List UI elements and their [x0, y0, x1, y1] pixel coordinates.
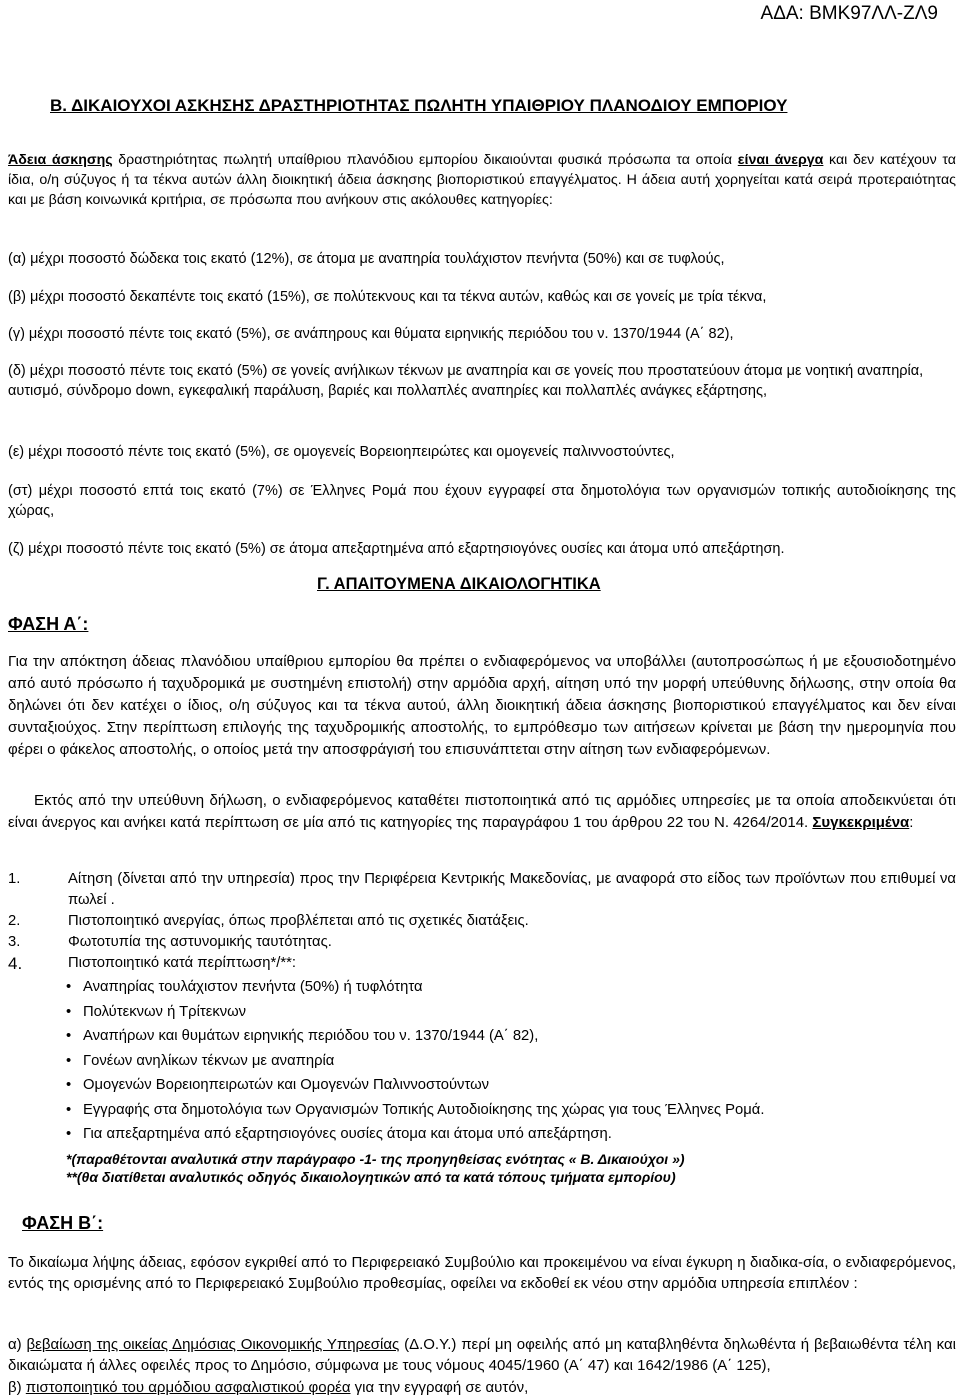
phase-a-para2-emph: Συγκεκριμένα — [812, 814, 910, 831]
intro-underlined: Άδεια άσκησης — [8, 152, 113, 168]
list-item — [8, 869, 956, 911]
category-c: (γ) μέχρι ποσοστό πέντε τοις εκατό (5%), σε ανάπηρους και θύματα ειρηνικής περιόδου του ν. 1370/1944 (Α΄ 82), — [8, 326, 734, 342]
footnote-1: *(παραθέτονται αναλυτικά στην παράγραφο -1- της προηγηθείσας ενότητας « Β. Δικαιούχοι ») — [66, 1151, 685, 1167]
category-a: (α) μέχρι ποσοστό δώδεκα τοις εκατό (12%), σε άτομα με αναπηρία τουλάχιστον πενήντα (50%) και σε τυφλούς, — [8, 251, 725, 267]
ada-code: ΑΔΑ: ΒΜΚ97ΛΛ-ΖΛ9 — [760, 3, 938, 24]
phase-b-item-a — [8, 1334, 956, 1376]
list-item — [8, 953, 956, 974]
footnote-2: **(θα διατίθεται αναλυτικός οδηγός δικαιολογητικών από τα κατά τόπους τμήματα εμπορίου) — [66, 1169, 676, 1185]
item-text: Πιστοποιητικό ανεργίας, όπως προβλέπεται από τις σχετικές διατάξεις. — [68, 913, 529, 929]
intro-text-b: και δεν κατέχουν τα ίδια, ο/η σύζυγος ή τα τέκνα αυτών άλλη διοικητική άδεια άσκησης βιοποριστικού επαγγέλματος. — [8, 152, 956, 188]
list-item — [8, 932, 956, 953]
intro-text-c: Η άδεια αυτή χορηγείται κατά σειρά προτεραιότητας και με βάση κοινωνικά κριτήρια, σε πρόσωπα που ανήκουν στις ακόλουθες κατηγορίες: — [8, 172, 956, 208]
list-item: • Πολύτεκνων ή Τρίτεκνων — [66, 1000, 946, 1025]
eligibility-intro — [8, 150, 956, 210]
category-e: (ε) μέχρι ποσοστό πέντε τοις εκατό (5%), σε ομογενείς Βορειοηπειρώτες και ομογενείς παλιννοστούντες, — [8, 444, 675, 460]
item-b-underlined: πιστοποιητικό του αρμόδιου ασφαλιστικού φορέα — [25, 1379, 351, 1396]
list-item: • Αναπηρίας τουλάχιστον πενήντα (50%) ή τυφλότητα — [66, 975, 946, 1000]
phase-a-para2-text: Εκτός από την υπεύθυνη δήλωση, ο ενδιαφερόμενος καταθέτει πιστοποιητικά από τις αρμόδιες υπηρεσίες με τα οποία αποδεικνύεται ότι είναι άνεργος και ανήκει κατά περίπτωση σε μία από τις κατηγορίες της παραγράφου 1 του άρθρου 22 του Ν. 4264/2014. — [8, 792, 956, 831]
item-a-rest: (Δ.Ο.Υ.) περί μη οφειλής από μη καταβληθέντα δηλωθέντα ή βεβαιωθέντα τέλη και δικαιώματα ή άλλες οφειλές προς το Δημόσιο, σύμφωνα με τους νόμους 4045/1960 (Α΄ 47) και 1642/1986 (Α΄ 125), — [8, 1336, 956, 1374]
category-d: (δ) μέχρι ποσοστό πέντε τοις εκατό (5%) σε γονείς ανήλικων τέκνων με αναπηρία και σε γονείς που προστατεύουν άτομα με νοητική αναπηρία, αυτισμό, σύνδρομο down, εγκεφαλική παράλυση, βαριές και πολλαπλές αναπηρίες και πολλαπλές ανάγκες εξάρτησης, — [8, 363, 924, 399]
item-b-rest: για την εγγραφή σε αυτόν, — [350, 1379, 529, 1396]
item-text: Αίτηση (δίνεται από την υπηρεσία) προς την Περιφέρεια Κεντρικής Μακεδονίας, με αναφορά στο είδος των προϊόντων που επιθυμεί να πωλεί . — [68, 871, 956, 908]
intro-bold: είναι άνεργα — [737, 152, 824, 168]
list-item: • Για απεξαρτημένα από εξαρτησιογόνες ουσίες άτομα και άτομα υπό απεξάρτηση. — [66, 1122, 946, 1147]
phase-b-title: ΦΑΣΗ Β΄: — [22, 1213, 104, 1233]
category-b: (β) μέχρι ποσοστό δεκαπέντε τοις εκατό (15%), σε πολύτεκνους και τα τέκνα αυτών, καθώς και σε γονείς με τρία τέκνα, — [8, 289, 767, 305]
list-item — [8, 911, 956, 932]
phase-a-para1: Για την απόκτηση άδειας πλανόδιου υπαίθριου εμπορίου θα πρέπει ο ενδιαφερόμενος να υποβάλλει (αυτοπροσώπως ή με εξουσιοδοτημένο από αυτό πρόσωπο ή ταχυδρομικά με συστημένη επιστολή) στην αρμόδια αρχή, αίτηση υπό την μορφή υπεύθυνης δήλωσης, στην οποία θα δηλώνει ότι δεν κατέχει ο ίδιος, ο/η σύζυγος και τα τέκνα αυτού, άλλη διοικητική άδεια άσκησης βιοποριστικού επαγγέλματος και δεν είναι συνταξιούχος. Στην περίπτωση επιλογής της ταχυδρομικής αποστολής, το εμπρόθεσμο των αιτήσεων κρίνεται με βάση την ημερομηνία που φέρει ο φάκελος αποστολής, ο οποίος μετά την αποσφράγισή του επισυνάπτεται στην αίτηση των ενδιαφερόμενων. — [8, 653, 956, 758]
phase-a-para2 — [8, 790, 956, 834]
item-number: 4. — [8, 954, 23, 973]
category-z: (ζ) μέχρι ποσοστό πέντε τοις εκατό (5%) σε άτομα απεξαρτημένα από εξαρτησιογόνες ουσίες και άτομα υπό απεξάρτηση. — [8, 541, 785, 557]
list-item: • Γονέων ανηλίκων τέκνων με αναπηρία — [66, 1049, 946, 1074]
item-a-prefix: α) — [8, 1336, 27, 1353]
list-item: • Ομογενών Βορειοηπειρωτών και Ομογενών Παλιννοστούντων — [66, 1073, 946, 1098]
section-g-title: Γ. ΑΠΑΙΤΟΥΜΕΝΑ ΔΙΚΑΙΟΛΟΓΗΤΙΚΑ — [317, 575, 601, 593]
item-number: 2. — [8, 913, 21, 929]
list-item: • Εγγραφής στα δημοτολόγια των Οργανισμών Τοπικής Αυτοδιοίκησης της χώρας για τους Έλληνες Ρομά. — [66, 1098, 946, 1123]
certificate-bullets — [66, 975, 946, 1147]
item-text: Φωτοτυπία της αστυνομικής ταυτότητας. — [68, 934, 332, 950]
phase-b-item-b — [8, 1377, 956, 1398]
section-b-title: Β. ΔΙΚΑΙΟΥΧΟΙ ΑΣΚΗΣΗΣ ΔΡΑΣΤΗΡΙΟΤΗΤΑΣ ΠΩΛΗΤΗ ΥΠΑΙΘΡΙΟΥ ΠΛΑΝΟΔΙΟΥ ΕΜΠΟΡΙΟΥ — [50, 96, 788, 115]
phase-a-title: ΦΑΣΗ Α΄: — [8, 614, 89, 634]
requirements-list — [8, 869, 956, 974]
item-a-underlined: βεβαίωση της οικείας Δημόσιας Οικονομικής Υπηρεσίας — [26, 1336, 400, 1353]
list-item: • Αναπήρων και θυμάτων ειρηνικής περιόδου του ν. 1370/1944 (Α΄ 82), — [66, 1024, 946, 1049]
item-number: 1. — [8, 871, 21, 887]
phase-a-para2-end: : — [909, 814, 914, 831]
item-number: 3. — [8, 934, 21, 950]
item-text: Πιστοποιητικό κατά περίπτωση*/**: — [68, 955, 297, 971]
category-st: (στ) μέχρι ποσοστό επτά τοις εκατό (7%) σε Έλληνες Ρομά που έχουν εγγραφεί στα δημοτολόγια των οργανισμών τοπικής αυτοδιοίκησης της χώρας, — [8, 483, 956, 519]
phase-b-para: Το δικαίωμα λήψης άδειας, εφόσον εγκριθεί από το Περιφερειακό Συμβούλιο και προκειμένου να είναι έγκυρη η διαδικα-σία, ο ενδιαφερόμενος, εντός της ορισμένης από το Περιφερειακό Συμβούλιο προθεσμίας, οφείλει να εκδοθεί εκ νέου στην αρμόδια υπηρεσία επιπλέον : — [8, 1254, 956, 1292]
item-b-prefix: β) — [8, 1379, 26, 1396]
intro-text-a: δραστηριότητας πωλητή υπαίθριου πλανόδιου εμπορίου δικαιούνται φυσικά πρόσωπα τα οποία — [112, 152, 738, 168]
